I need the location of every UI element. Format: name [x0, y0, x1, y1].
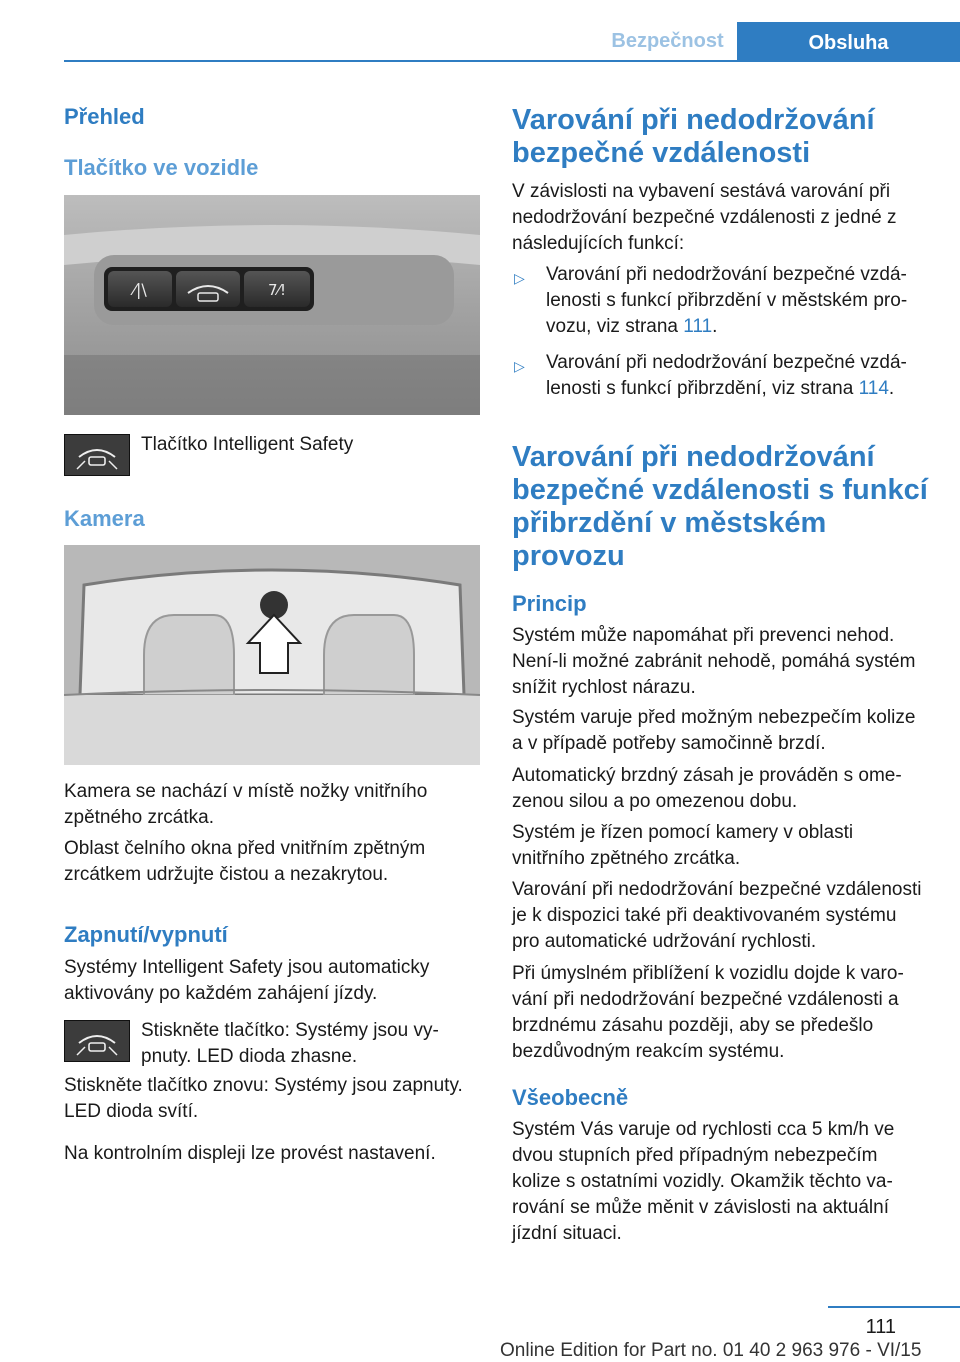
intelligent-safety-button-icon — [64, 1020, 130, 1062]
footer-rule — [828, 1306, 960, 1308]
general-paragraph-1: Systém Vás varuje od rychlosti cca 5 km/h ve dvou stupních před případným nebezpečím kolize s ostatními vozidly. Okamžik těchto varování se může měnit v závislosti na aktuální jízdní situaci. — [512, 1119, 895, 1244]
list-item — [512, 350, 928, 402]
intelligent-safety-button-icon — [64, 434, 130, 476]
onoff-paragraph-2: Stiskněte tlačítko znovu: Systémy jsou zapnuty. LED dioda svítí. — [64, 1075, 463, 1122]
onoff-paragraph-3: Na kontrolním displeji lze provést nastavení. — [64, 1143, 436, 1164]
button-caption: Tlačítko Intelligent Safety — [141, 434, 354, 455]
camera-photo — [64, 545, 480, 765]
onoff-heading: Zapnutí/vypnutí — [64, 922, 228, 947]
overview-heading: Přehled — [64, 104, 145, 129]
camera-heading: Kamera — [64, 506, 145, 531]
triangle-right-icon: ▷ — [514, 270, 525, 286]
bullet-text: Varování při nedodržování bezpečné vzdálenosti s funkcí přibrzdění, viz strana — [546, 352, 907, 399]
camera-paragraph-1: Kamera se nachází v místě nožky vnitřního zpětného zrcátka. — [64, 781, 428, 828]
page-number: 111 — [865, 1316, 896, 1338]
onoff-icon-text: Stiskněte tlačítko: Systémy jsou vypnuty. LED dioda zhasne. — [141, 1020, 439, 1067]
page-link-114[interactable]: 114 — [858, 378, 889, 399]
principle-paragraph-6: Při úmyslném přiblížení k vozidlu dojde k varování při nedodržování bezpečné vzdálenosti a brzdnému zásahu později, aby se předešlo bezdůvodným reakcím systému. — [512, 963, 904, 1062]
principle-heading: Princip — [512, 591, 587, 616]
triangle-right-icon: ▷ — [514, 358, 525, 374]
principle-paragraph-1: Systém může napomáhat při prevenci nehod. Není-li možné zabránit nehodě, pomáhá systém snížit rychlost nárazu. — [512, 625, 916, 698]
camera-paragraph-2: Oblast čelního okna před vnitřním zpětným zrcátkem udržujte čistou a nezakrytou. — [64, 838, 426, 885]
principle-paragraph-3: Automatický brzdný zásah je prováděn s omezenou silou a po omezenou dobu. — [512, 765, 902, 812]
principle-paragraph-4: Systém je řízen pomocí kamery v oblasti vnitřního zpětného zrcátka. — [512, 822, 854, 869]
edition-text: Online Edition for Part no. 01 40 2 963 976 - VI/15 — [500, 1340, 922, 1361]
bullet-text: Varování při nedodržování bezpečné vzdálenosti s funkcí přibrzdění v městském provozu, viz strana — [546, 264, 908, 337]
city-heading: Varování při nedodržování bezpečné vzdálenosti s funkcí přibrzdění v městském provozu — [512, 441, 928, 572]
principle-paragraph-5: Varování při nedodržování bezpečné vzdálenosti je k dispozici také při deaktivovaném systému pro automatické udržování rychlosti. — [512, 879, 922, 952]
section-tab[interactable]: Bezpečnost — [611, 30, 724, 52]
warn-bullet-list — [512, 262, 928, 412]
list-item — [512, 262, 928, 340]
principle-paragraph-2: Systém varuje před možným nebezpečím kolize a v případě potřeby samočinně brzdí. — [512, 707, 916, 754]
warn-heading: Varování při nedodržování bezpečné vzdálenosti — [512, 104, 875, 169]
button-heading: Tlačítko ve vozidle — [64, 155, 259, 180]
svg-text:⁄|\: ⁄|\ — [133, 280, 147, 299]
bullet-end: . — [712, 316, 718, 337]
warn-intro: V závislosti na vybavení sestává varování při nedodržování bezpečné vzdálenosti z jedné z následujících funkcí: — [512, 181, 897, 254]
onoff-paragraph-1: Systémy Intelligent Safety jsou automaticky aktivovány po každém zahájení jízdy. — [64, 957, 430, 1004]
bullet-end: . — [888, 378, 895, 399]
svg-text:7⁄!: 7⁄! — [267, 281, 287, 299]
page-link-111[interactable]: 111 — [683, 316, 713, 337]
general-heading: Všeobecně — [512, 1085, 629, 1110]
chapter-tab[interactable]: Obsluha — [737, 22, 960, 62]
header-rule — [64, 60, 960, 62]
vehicle-buttons-photo — [64, 195, 480, 415]
